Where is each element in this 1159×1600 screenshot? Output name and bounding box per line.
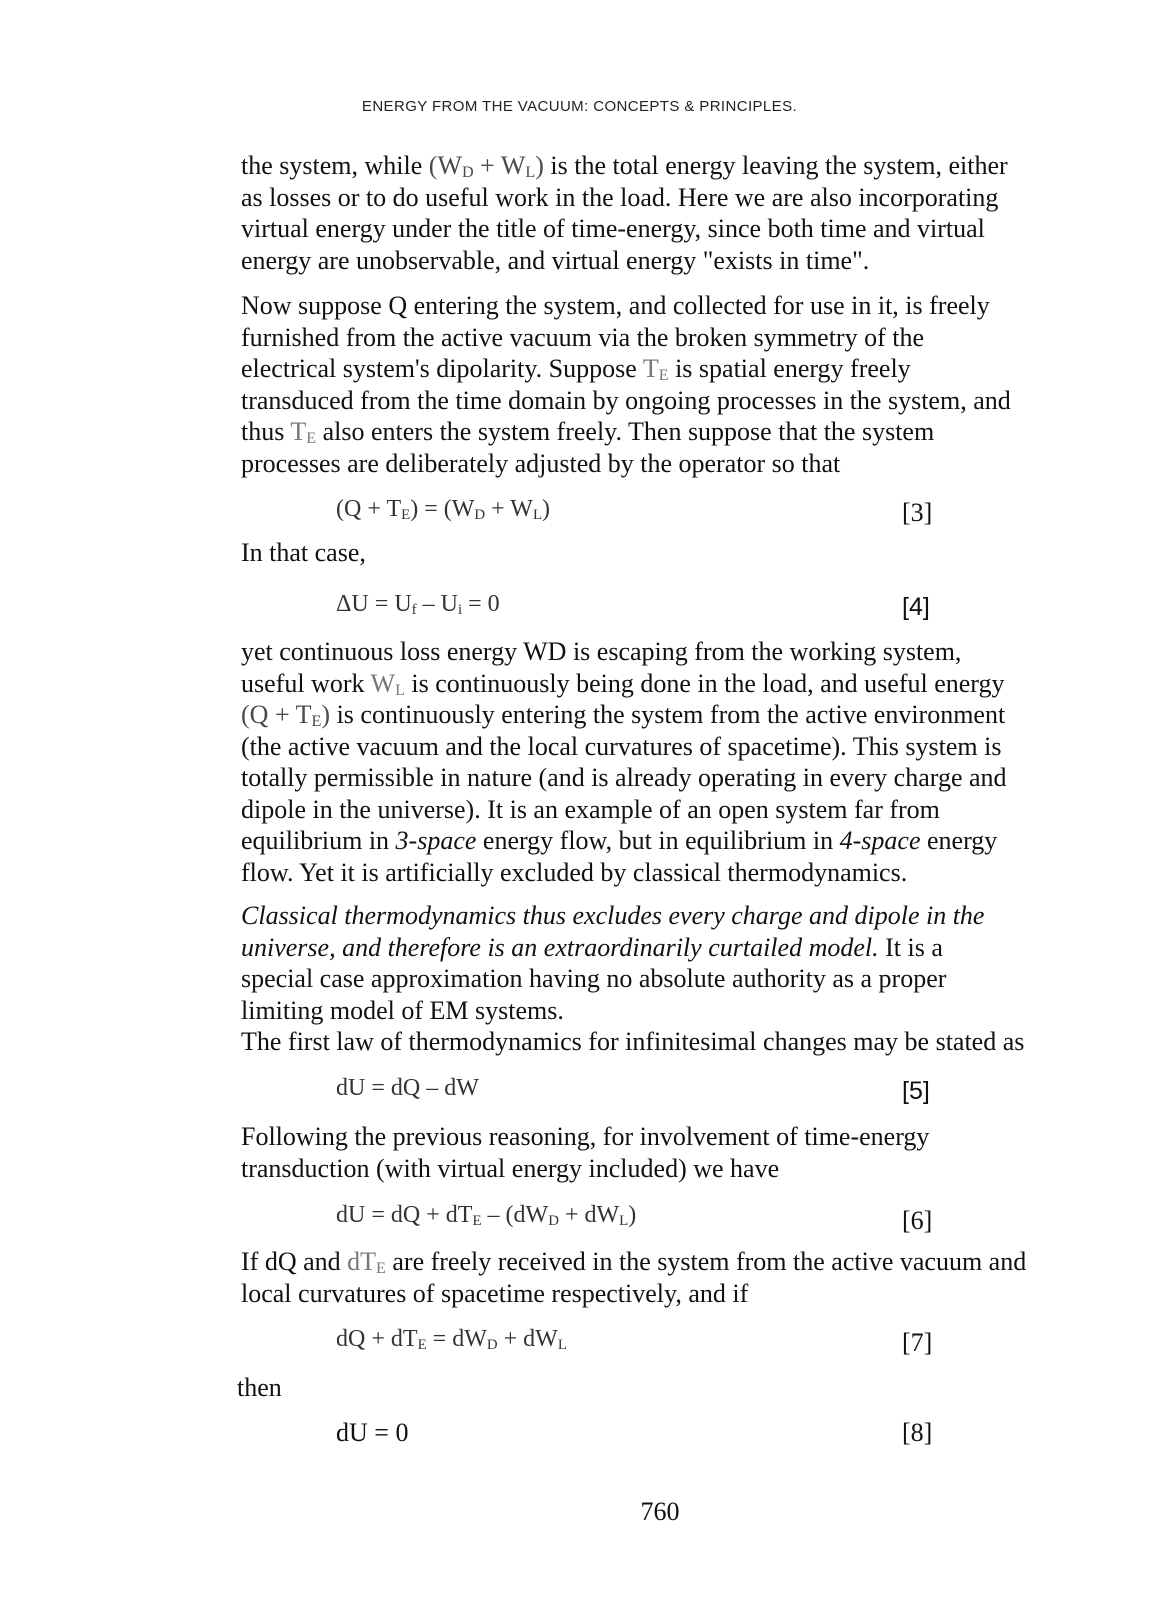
equation-5: dU = dQ – dW [336, 1075, 479, 1101]
inline-math-dte: $dT_E$ [347, 1247, 386, 1278]
text-line: furnished from the active vacuum via the broken symmetry of the [241, 322, 925, 352]
text-line: Now suppose Q entering the system, and collected for use in it, is freely [241, 291, 990, 320]
paragraph-4 [241, 636, 1081, 888]
text-line: If dQ and $dT_E$ are freely received in the system from the active vacuum and [241, 1247, 1027, 1278]
paragraph-6 [241, 1121, 1081, 1184]
page-number: 760 [640, 1497, 680, 1526]
text-line: Classical thermodynamics thus excludes every charge and dipole in the [241, 901, 985, 930]
paragraph-5 [241, 900, 1081, 1058]
text-line: as losses or to do useful work in the load. Here we are also incorporating [241, 182, 999, 212]
text-line: universe, and therefore is an extraordinarily curtailed model. It is a [241, 932, 943, 962]
paragraph-3: In that case, [241, 538, 366, 567]
text-line: $(Q + T_E)$ is continuously entering the system from the active environment [241, 700, 1006, 731]
text-line: useful work $W_L$ is continuously being done in the load, and useful energy [241, 668, 1005, 699]
text-line: Following the previous reasoning, for involvement of time-energy [241, 1122, 930, 1151]
text-line: thus $T_E$ also enters the system freely. Then suppose that the system [241, 417, 935, 448]
text-line: transduction (with virtual energy included) we have [241, 1153, 780, 1183]
text-line: electrical system's dipolarity. Suppose $T_E$ is spatial energy freely [241, 354, 911, 385]
paragraph-1 [241, 150, 1081, 276]
text-line: limiting model of EM systems. [241, 995, 564, 1025]
text-line: The first law of thermodynamics for infinitesimal changes may be stated as [241, 1027, 1025, 1056]
equation-3: $(Q + T_E) = (W_D + W_L)$ [336, 496, 551, 523]
text-line: totally permissible in nature (and is already operating in every charge and [241, 763, 1007, 792]
text-line: virtual energy under the title of time-energy, since both time and virtual [241, 214, 985, 243]
equation-7: dQ + $dT_E = dW_D + dW_L$ [336, 1326, 567, 1353]
text-line: processes are deliberately adjusted by the operator so that [241, 448, 841, 478]
text-line: (the active vacuum and the local curvatures of spacetime). This system is [241, 731, 1002, 761]
running-header: ENERGY FROM THE VACUUM: CONCEPTS & PRINCIPLES. [361, 98, 798, 115]
inline-math-wl: $W_L$ [370, 668, 405, 699]
text-line: local curvatures of spacetime respectively, and if [241, 1278, 749, 1308]
inline-math-te: $T_E$ [642, 354, 669, 385]
text-line: equilibrium in 3-space energy flow, but in equilibrium in 4-space energy [241, 826, 998, 855]
equation-number: [3] [902, 498, 933, 527]
equation-number: [4] [902, 593, 930, 621]
text-line: the system, while $(W_D + W_L)$ is the total energy leaving the system, either [241, 151, 1008, 182]
text-line: yet continuous loss energy WD is escaping from the working system, [241, 637, 962, 666]
equation-6: dU = dQ + $dT_E - (dW_D + dW_L)$ [336, 1202, 637, 1229]
text-line: transduced from the time domain by ongoing processes in the system, and [241, 385, 1011, 415]
equation-number: [7] [902, 1328, 933, 1357]
paragraph-7 [241, 1246, 1081, 1309]
text-line: special case approximation having no absolute authority as a proper [241, 964, 947, 993]
equation-4: $\Delta U = U_f - U_i = 0$ [336, 591, 500, 618]
equation-number: [6] [902, 1206, 933, 1235]
text-line: energy are unobservable, and virtual energy "exists in time". [241, 245, 870, 275]
inline-math-q-te: $(Q + T_E)$ [241, 700, 331, 731]
inline-math-te: $T_E$ [290, 417, 317, 448]
inline-math-wd-wl: $(W_D + W_L)$ [428, 151, 544, 182]
equation-8: dU = 0 [336, 1418, 409, 1447]
equation-number: [5] [902, 1077, 930, 1105]
equation-number: [8] [902, 1418, 933, 1447]
text-line: flow. Yet it is artificially excluded by classical thermodynamics. [241, 857, 908, 887]
text-line: dipole in the universe). It is an example of an open system far from [241, 794, 940, 824]
paragraph-2 [241, 290, 1081, 479]
paragraph-8: then [237, 1373, 282, 1402]
